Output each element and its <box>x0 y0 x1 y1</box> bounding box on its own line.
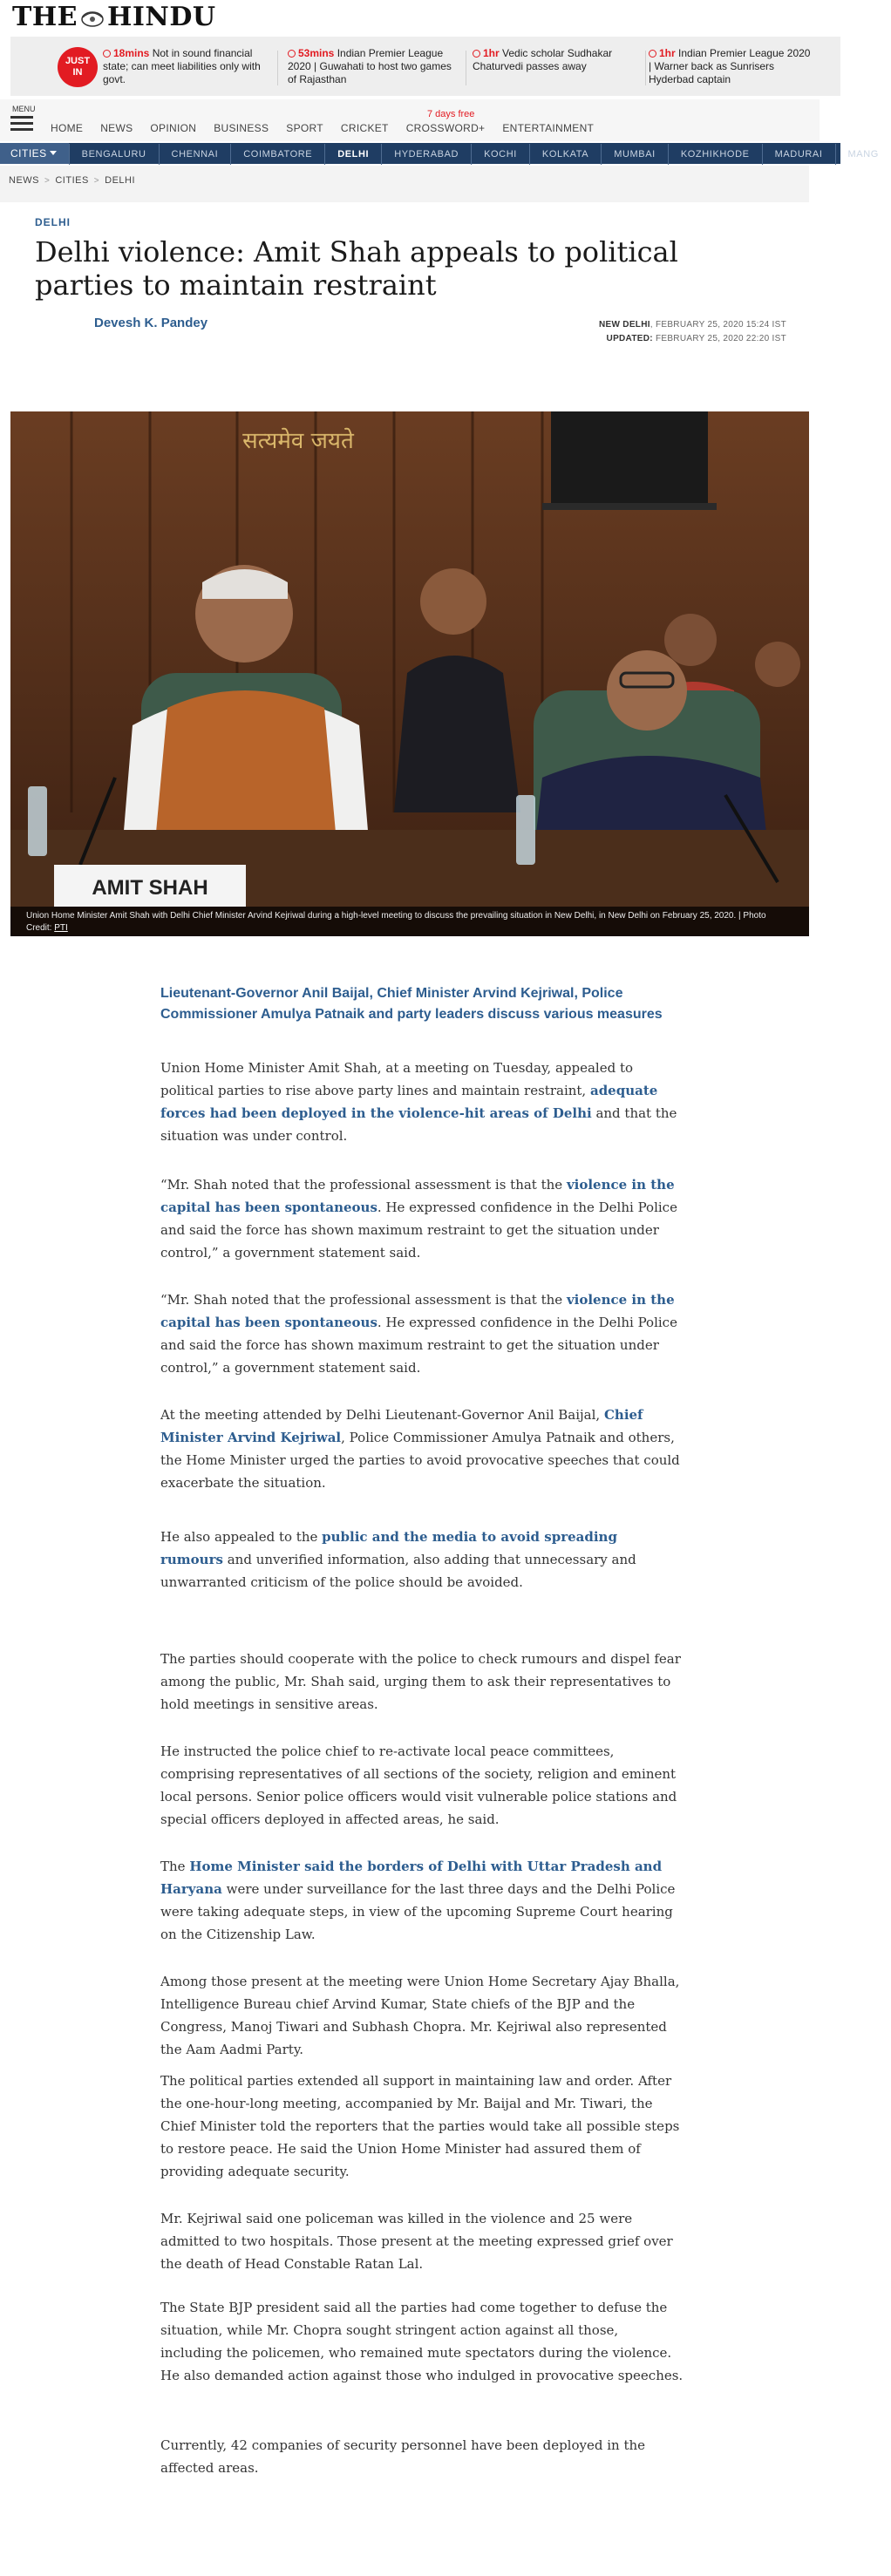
author-link[interactable]: Devesh K. Pandey <box>94 316 208 330</box>
hindu-emblem-icon <box>79 9 105 28</box>
paragraph <box>160 1057 684 1147</box>
chevron-right-icon: > <box>44 176 51 186</box>
ticker-time: 1hr <box>659 47 676 59</box>
hamburger-menu-icon[interactable] <box>10 116 33 132</box>
article-headline: Delhi violence: Amit Shah appeals to political parties to maintain restraint <box>35 235 678 302</box>
inline-link[interactable]: public and the media to avoid spreading rumours <box>160 1529 617 1567</box>
paragraph-text: and that the situation was under control. <box>160 1105 677 1144</box>
paragraph-text: were under surveillance for the last three days and the Delhi Police were taking adequate steps, in view of the upcoming Supreme Court hearing on the Citizenship Law. <box>160 1881 676 1942</box>
city-madurai[interactable]: MADURAI <box>762 144 835 165</box>
breadcrumb-strip <box>0 166 809 202</box>
clock-icon <box>288 50 296 58</box>
masthead <box>0 0 840 30</box>
inline-link[interactable]: violence in the capital has been spontaneous <box>160 1177 675 1215</box>
paragraph: Mr. Kejriwal said one policeman was killed in the violence and 25 were admitted to two hospitals. Those present at the meeting expressed grief over the death of Head Constable Ratan Lal. <box>160 2211 673 2272</box>
updated-date: FEBRUARY 25, 2020 22:20 IST <box>652 334 786 343</box>
logo-text-hindu: HINDU <box>107 2 216 32</box>
city-kochi[interactable]: KOCHI <box>471 144 529 165</box>
city-chennai[interactable]: CHENNAI <box>159 144 231 165</box>
caret-down-icon <box>50 151 57 155</box>
ticker-item[interactable] <box>288 47 453 86</box>
paragraph: The parties should cooperate with the police to check rumours and dispel fear among the public, Mr. Shah said, urging them to ask their representatives to hold meetings in sensitive areas. <box>160 1651 681 1712</box>
paragraph-text: He also appealed to the <box>160 1529 323 1545</box>
paragraph: Among those present at the meeting were Union Home Secretary Ajay Bhalla, Intelligence Bureau chief Arvind Kumar, State chiefs of the BJP and the Congress, Manoj Tiwari and Subhash Chopra. Mr. Kejriwal also represented the Aam Aadmi Party. <box>160 1974 680 2057</box>
ticker-divider <box>645 51 646 85</box>
ticker-text: Indian Premier League 2020 | Guwahati to host two games of Rajasthan <box>288 47 452 85</box>
section-tag[interactable]: DELHI <box>35 216 71 228</box>
inline-link[interactable]: Home Minister said the borders of Delhi with Uttar Pradesh and Haryana <box>160 1859 663 1897</box>
paragraph-text: The <box>160 1859 190 1874</box>
city-delhi[interactable]: DELHI <box>324 144 381 165</box>
inline-link[interactable]: Chief Minister Arvind Kejriwal <box>160 1407 643 1445</box>
city-mumbai[interactable]: MUMBAI <box>601 144 668 165</box>
city-kozhikhode[interactable]: KOZHIKHODE <box>668 144 762 165</box>
ticker-time: 53mins <box>298 47 335 59</box>
just-in-label-2: IN <box>72 67 83 78</box>
just-in-badge <box>58 47 98 87</box>
paragraph-text: At the meeting attended by Delhi Lieutenant-Governor Anil Baijal, <box>160 1407 604 1423</box>
ticker-time: 1hr <box>483 47 500 59</box>
paragraph-text: and unverified information, also adding that unnecessary and unwarranted criticism of the police should be avoided. <box>160 1552 636 1590</box>
paragraph-text: Union Home Minister Amit Shah, at a meeting on Tuesday, appealed to political parties to rise above party lines and maintain restraint, <box>160 1060 634 1098</box>
menu-label: MENU <box>12 105 36 113</box>
breadcrumb <box>9 175 135 186</box>
paragraph-text: “Mr. Shah noted that the professional assessment is that the <box>160 1292 567 1308</box>
clock-icon <box>649 50 656 58</box>
caption-text: Union Home Minister Amit Shah with Delhi Chief Minister Arvind Kejriwal during a high-level meeting to discuss the prevailing situation in New Delhi, in New Delhi on February 25, 2020. | Photo Credit: <box>26 911 766 933</box>
emblem-text: सत्यमेव जयते <box>242 428 354 454</box>
nav-entertainment[interactable]: ENTERTAINMENT <box>502 122 595 134</box>
dateline-location: NEW DELHI <box>598 320 650 330</box>
city-mangaluru[interactable]: MANG <box>835 144 891 165</box>
nav-cricket[interactable]: CRICKET <box>340 122 389 134</box>
paragraph <box>160 1173 684 1264</box>
paragraph <box>160 1526 684 1594</box>
breadcrumb-cities[interactable]: CITIES <box>55 175 89 186</box>
ticker-text: Indian Premier League 2020 | Warner back as Sunrisers Hyderbad captain <box>649 47 811 85</box>
dateline <box>599 318 786 346</box>
the-hindu-logo[interactable] <box>12 2 216 32</box>
logo-text-the: THE <box>12 2 78 32</box>
clock-icon <box>473 50 480 58</box>
published-date: , FEBRUARY 25, 2020 15:24 IST <box>650 320 786 330</box>
paragraph <box>160 1404 684 1494</box>
paragraph-text: . He expressed confidence in the Delhi Police and said the force has shown maximum restraint to get the situation under control,” a government statement said. <box>160 1200 677 1261</box>
just-in-label: JUST <box>65 56 91 66</box>
nav-home[interactable]: HOME <box>51 122 84 134</box>
nav-links <box>51 122 611 134</box>
chevron-right-icon: > <box>93 176 100 186</box>
article-summary: Lieutenant-Governor Anil Baijal, Chief Minister Arvind Kejriwal, Police Commissioner Amulya Patnaik and party leaders discuss various measures <box>160 986 663 1022</box>
nav-crossword[interactable]: CROSSWORD+ <box>405 122 486 134</box>
paragraph <box>160 1855 684 1946</box>
paragraph-text: , Police Commissioner Amulya Patnaik and others, the Home Minister urged the parties to avoid provocative speeches that could exacerbate the situation. <box>160 1430 680 1491</box>
city-hyderabad[interactable]: HYDERABAD <box>381 144 471 165</box>
ticker-time: 18mins <box>113 47 150 59</box>
article-photo <box>10 411 809 936</box>
paragraph: The State BJP president said all the parties had come together to defuse the situation, while Mr. Chopra sought stringent action against all those, including the policemen, who remained mute spectators during the violence. He also demanded action against those who indulged in provocative speeches. <box>160 2300 684 2383</box>
cities-dropdown[interactable] <box>0 143 69 164</box>
paragraph-text: “Mr. Shah noted that the professional assessment is that the <box>160 1177 567 1193</box>
ticker-divider <box>277 51 278 85</box>
nav-sport[interactable]: SPORT <box>286 122 323 134</box>
nameplate-text: AMIT SHAH <box>92 876 208 900</box>
ticker-item[interactable] <box>103 47 269 86</box>
city-bengaluru[interactable]: BENGALURU <box>69 144 159 165</box>
nav-news[interactable]: NEWS <box>100 122 133 134</box>
ticker-item[interactable] <box>649 47 814 86</box>
nav-opinion[interactable]: OPINION <box>150 122 197 134</box>
cities-bar <box>0 143 879 164</box>
ticker-text: Vedic scholar Sudhakar Chaturvedi passes away <box>473 47 613 72</box>
breadcrumb-news[interactable]: NEWS <box>9 175 39 186</box>
article-body <box>160 983 684 2476</box>
meeting-photo-illustration <box>10 411 809 936</box>
inline-link[interactable]: violence in the capital has been spontaneous <box>160 1292 675 1330</box>
city-coimbatore[interactable]: COIMBATORE <box>230 144 324 165</box>
ticker-item[interactable] <box>473 47 638 73</box>
city-kolkata[interactable]: KOLKATA <box>529 144 601 165</box>
paragraph <box>160 1288 684 1379</box>
paragraph-text: . He expressed confidence in the Delhi Police and said the force has shown maximum restraint to get the situation under control,” a government statement said. <box>160 1315 677 1376</box>
paragraph: Currently, 42 companies of security personnel have been deployed in the affected areas. <box>160 2437 646 2476</box>
just-in-ticker <box>10 37 840 96</box>
paragraph: The political parties extended all support in maintaining law and order. After the one-hour-long meeting, accompanied by Mr. Baijal and Mr. Tiwari, the Chief Minister told the reporters that the parties would take all possible steps to restore peace. He said the Union Home Minister had assured them of providing adequate security. <box>160 2073 680 2179</box>
photo-caption <box>10 907 809 936</box>
main-navigation <box>0 99 820 141</box>
updated-label: UPDATED: <box>606 334 653 343</box>
seven-days-free-label[interactable]: 7 days free <box>427 109 475 119</box>
ticker-text: Not in sound financial state; can meet liabilities only with govt. <box>103 47 261 85</box>
paragraph: He instructed the police chief to re-activate local peace committees, comprising representatives of all sections of the society, religion and eminent local persons. Senior police officers would visit vulnerable police stations and special officers deployed in affected areas, he said. <box>160 1743 677 1827</box>
cities-label: CITIES <box>10 147 47 160</box>
nav-business[interactable]: BUSINESS <box>214 122 269 134</box>
clock-icon <box>103 50 111 58</box>
breadcrumb-delhi[interactable]: DELHI <box>105 175 136 186</box>
photo-credit-link[interactable]: PTI <box>54 923 68 933</box>
inline-link[interactable]: adequate forces had been deployed in the violence-hit areas of Delhi <box>160 1083 658 1121</box>
